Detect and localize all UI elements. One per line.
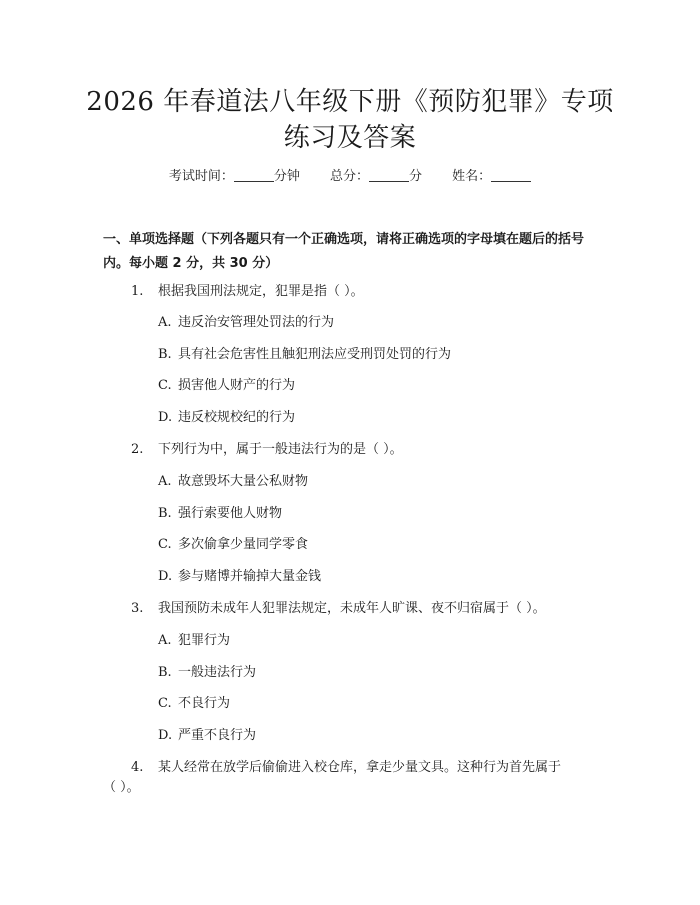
option-text: 犯罪行为 xyxy=(178,633,231,648)
title-line-2: 练习及答案 xyxy=(283,123,417,153)
option-text: 强行索要他人财物 xyxy=(178,506,283,521)
option-2a[interactable] xyxy=(158,473,308,491)
option-letter: C. xyxy=(158,696,172,711)
exam-time-unit: 分钟 xyxy=(273,169,300,184)
option-letter: A. xyxy=(158,633,172,648)
option-text: 故意毁坏大量公私财物 xyxy=(178,474,309,489)
option-letter: C. xyxy=(158,378,172,393)
document-title xyxy=(60,84,640,156)
option-text: 参与赌博并输掉大量金钱 xyxy=(178,569,322,584)
option-text: 严重不良行为 xyxy=(178,728,257,743)
question-number: 1. xyxy=(131,284,144,299)
option-text: 一般违法行为 xyxy=(178,665,257,680)
option-text: 不良行为 xyxy=(178,696,231,711)
option-text: 多次偷拿少量同学零食 xyxy=(178,537,309,552)
exam-time-blank[interactable] xyxy=(234,169,274,182)
option-text: 具有社会危害性且触犯刑法应受刑罚处罚的行为 xyxy=(178,347,452,362)
option-3c[interactable] xyxy=(158,695,230,713)
option-1a[interactable] xyxy=(158,314,334,332)
section-heading: 一、单项选择题（下列各题只有一个正确选项，请将正确选项的字母填在题后的括号内。每小题 2 分，共 30 分） xyxy=(103,232,585,271)
question-number: 2. xyxy=(131,442,144,457)
option-letter: B. xyxy=(158,665,172,680)
option-text: 违反治安管理处罚法的行为 xyxy=(178,315,335,330)
option-letter: B. xyxy=(158,347,172,362)
option-2d[interactable] xyxy=(158,568,321,586)
option-letter: D. xyxy=(158,728,173,743)
question-text: 某人经常在放学后偷偷进入校仓库，拿走少量文具。这种行为首先属于 xyxy=(158,760,562,775)
question-text: 我国预防未成年人犯罪法规定，未成年人旷课、夜不归宿属于（ ）。 xyxy=(158,601,546,616)
option-text: 损害他人财产的行为 xyxy=(178,378,296,393)
option-1d[interactable] xyxy=(158,409,295,427)
exam-info-line xyxy=(0,168,700,186)
option-1b[interactable] xyxy=(158,346,451,364)
option-3d[interactable] xyxy=(158,727,256,745)
exam-time-label: 考试时间： xyxy=(168,169,234,184)
title-line-1: 2026 年春道法八年级下册《预防犯罪》专项 xyxy=(86,87,614,117)
exam-time-field xyxy=(169,169,304,184)
student-name-blank[interactable] xyxy=(491,169,531,182)
option-1c[interactable] xyxy=(158,377,295,395)
option-letter: B. xyxy=(158,506,172,521)
option-letter: C. xyxy=(158,537,172,552)
option-2b[interactable] xyxy=(158,505,282,523)
option-2c[interactable] xyxy=(158,536,308,554)
option-letter: A. xyxy=(158,474,172,489)
option-letter: D. xyxy=(158,410,173,425)
student-name-label: 姓名： xyxy=(452,169,492,184)
option-letter: A. xyxy=(158,315,172,330)
question-number: 4. xyxy=(131,760,144,775)
total-score-unit: 分 xyxy=(409,169,423,184)
option-letter: D. xyxy=(158,569,173,584)
option-3a[interactable] xyxy=(158,632,230,650)
total-score-field xyxy=(330,169,426,184)
total-score-blank[interactable] xyxy=(369,169,409,182)
question-text: 下列行为中，属于一般违法行为的是（ ）。 xyxy=(158,442,403,457)
question-text-continuation: （ ）。 xyxy=(103,780,140,795)
question-text: 根据我国刑法规定，犯罪是指（ ）。 xyxy=(158,284,364,299)
student-name-field xyxy=(452,169,531,184)
total-score-label: 总分： xyxy=(329,169,369,184)
question-number: 3. xyxy=(131,601,144,616)
option-text: 违反校规校纪的行为 xyxy=(178,410,296,425)
option-3b[interactable] xyxy=(158,664,256,682)
